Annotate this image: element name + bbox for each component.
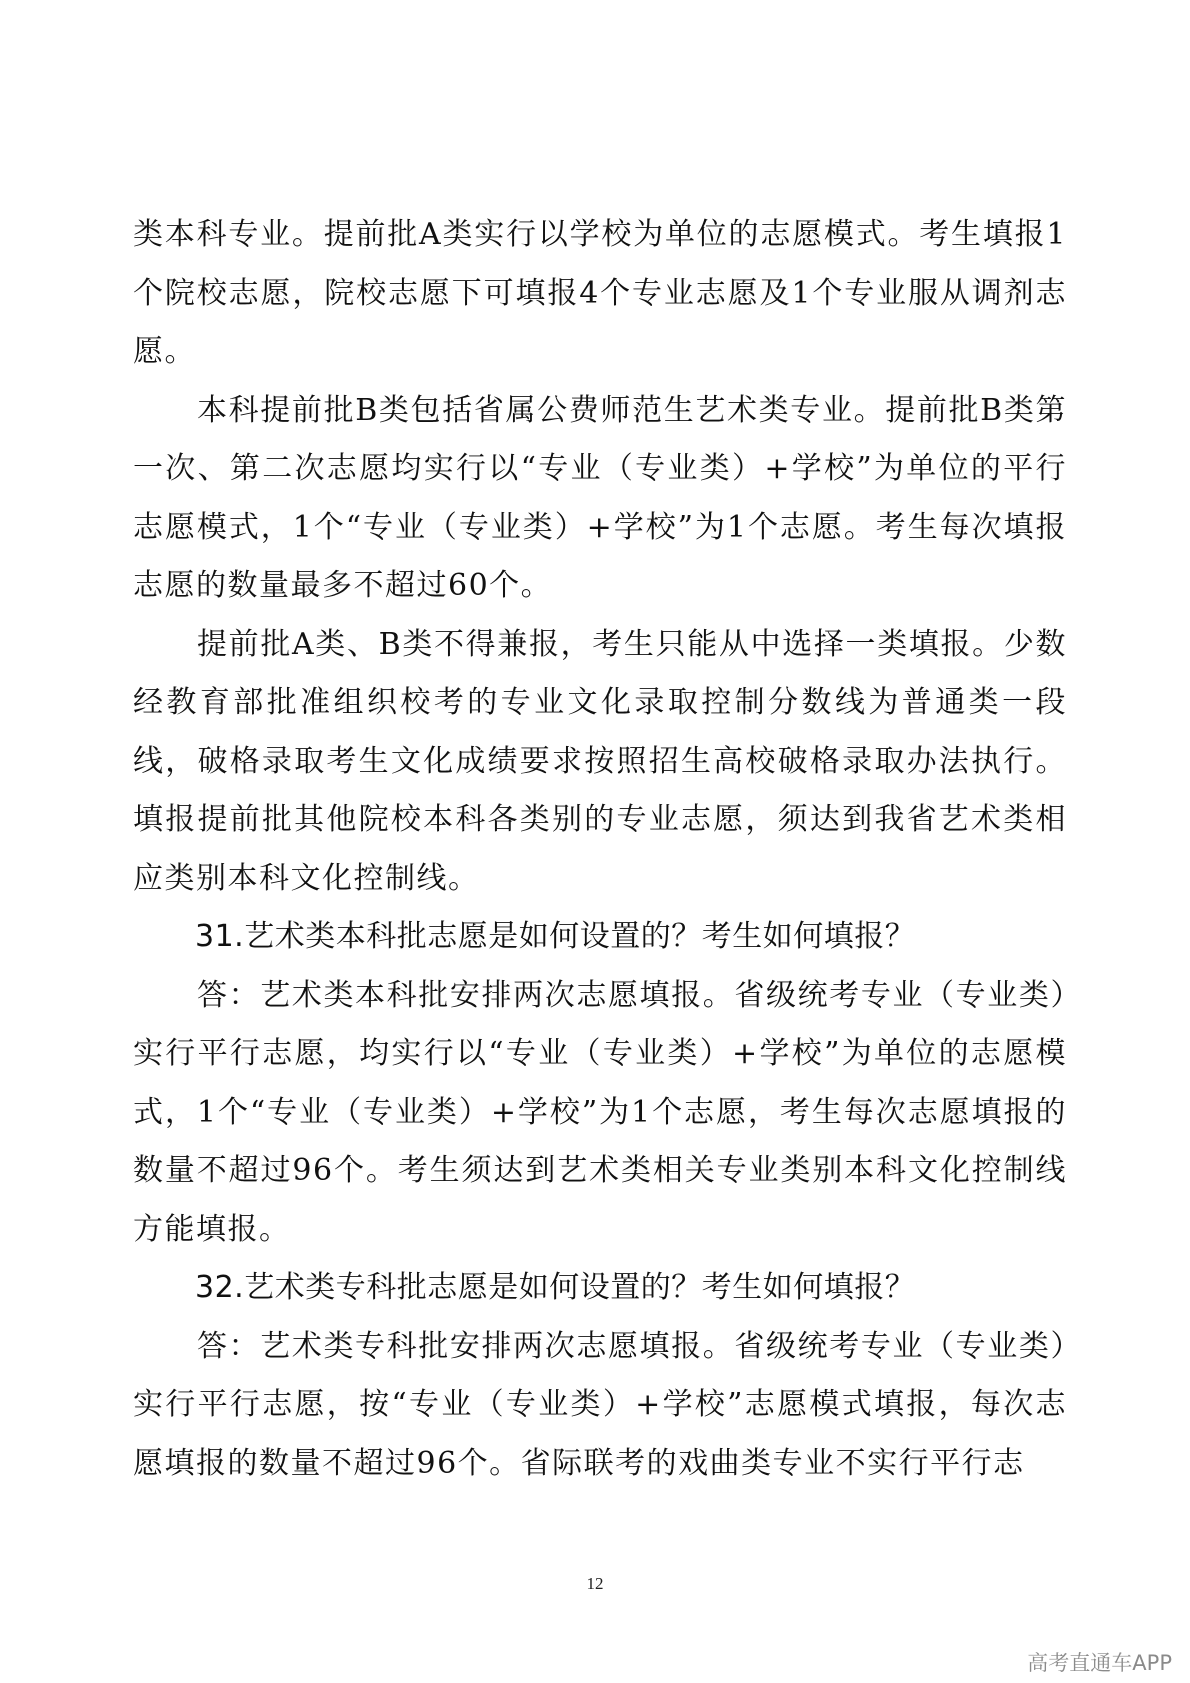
- answer-32: 答：艺术类专科批安排两次志愿填报。省级统考专业（专业类）实行平行志愿，按“专业（专业类）+学校”志愿模式填报，每次志愿填报的数量不超过96个。省际联考的戏曲类专业不实行平行志: [133, 1328, 1067, 1481]
- paragraph-batch-b: 本科提前批B类包括省属公费师范生艺术类专业。提前批B类第一次、第二次志愿均实行以“专业（专业类）+学校”为单位的平行志愿模式，1个“专业（专业类）+学校”为1个志愿。考生每次填报志愿的数量最多不超过60个。: [133, 392, 1067, 603]
- answer-31: 答：艺术类本科批安排两次志愿填报。省级统考专业（专业类）实行平行志愿，均实行以“专业（专业类）+学校”为单位的志愿模式，1个“专业（专业类）+学校”为1个志愿，考生每次志愿填报的数量不超过96个。考生须达到艺术类相关专业类别本科文化控制线方能填报。: [133, 977, 1067, 1247]
- page-number: 12: [586, 1574, 604, 1593]
- paragraph-continuation: 类本科专业。提前批A类实行以学校为单位的志愿模式。考生填报1个院校志愿，院校志愿下可填报4个专业志愿及1个专业服从调剂志愿。: [133, 217, 1067, 369]
- question-32-heading: 32.艺术类专科批志愿是如何设置的？考生如何填报？: [195, 1270, 916, 1305]
- question-31-heading: 31.艺术类本科批志愿是如何设置的？考生如何填报？: [195, 919, 916, 954]
- page-body: [133, 206, 1067, 1493]
- paragraph-batch-a-b-rules: 提前批A类、B类不得兼报，考生只能从中选择一类填报。少数经教育部批准组织校考的专业文化录取控制分数线为普通类一段线，破格录取考生文化成绩要求按照招生高校破格录取办法执行。填报提前批其他院校本科各类别的专业志愿，须达到我省艺术类相应类别本科文化控制线。: [133, 626, 1067, 896]
- watermark-text: 高考直通车APP: [1027, 1651, 1172, 1675]
